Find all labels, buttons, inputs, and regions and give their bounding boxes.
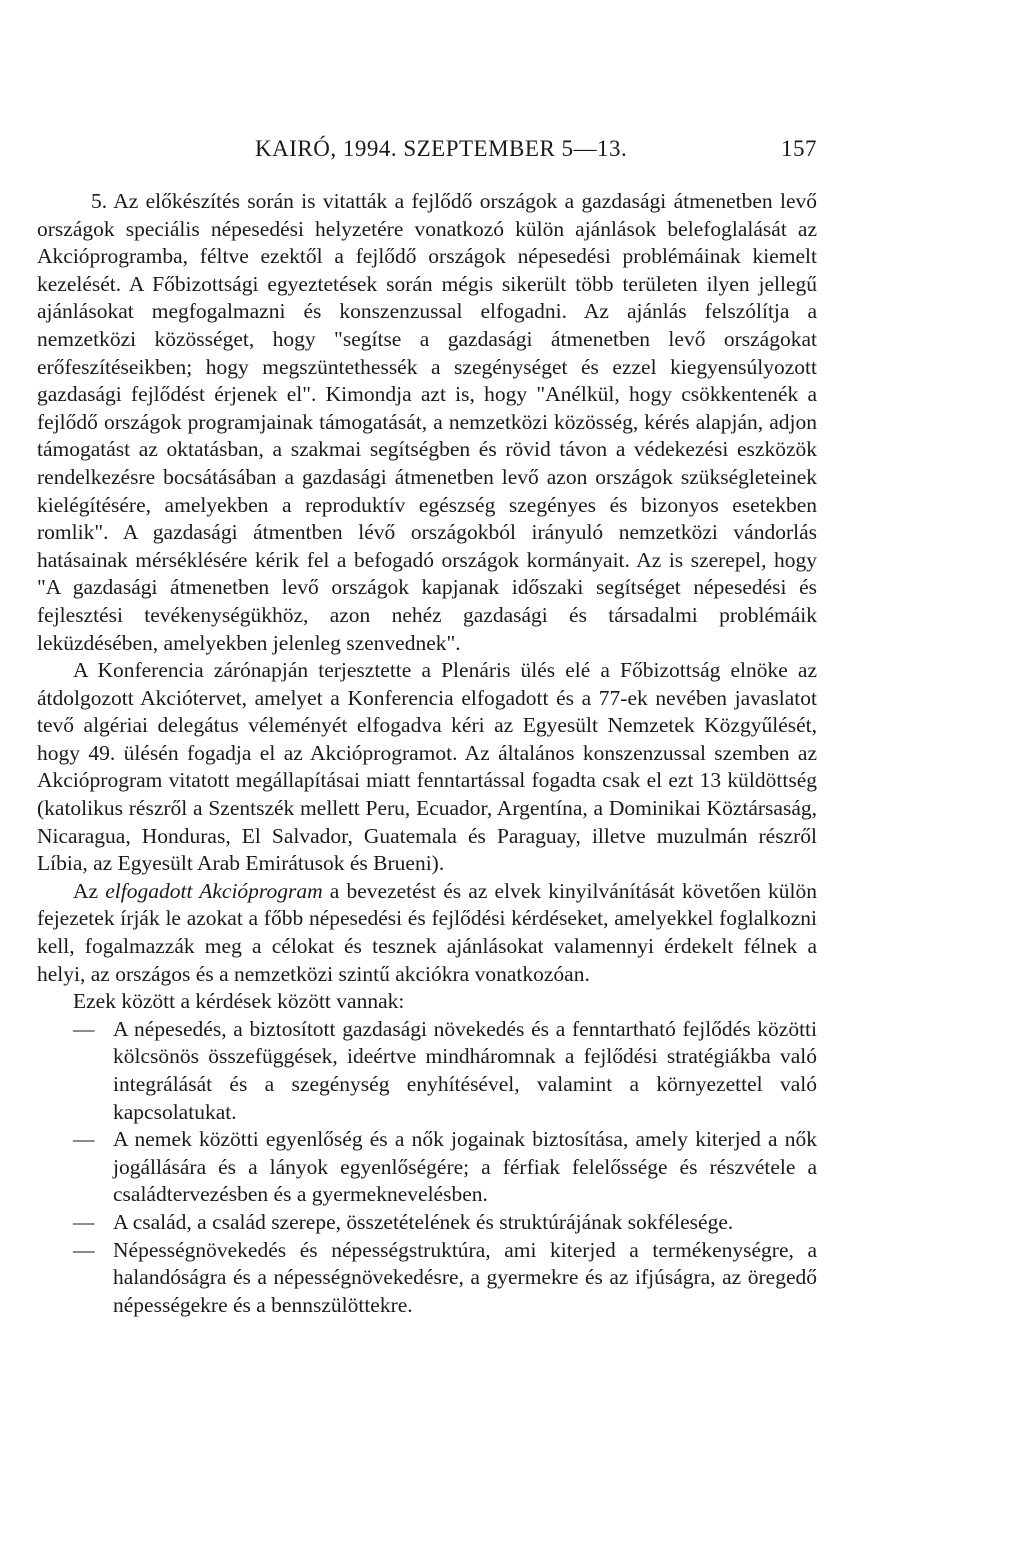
- page-number: 157: [781, 136, 817, 161]
- issue-list: [37, 1016, 817, 1320]
- paragraph: 5. Az előkészítés során is vitatták a fejlődő országok a gazdasági átmenetben levő országok speciális népesedési helyzetére vonatkozó külön ajánlások belefoglalását az Akcióprogramba, féltve ezektől a fejlődő országok népesedési problémáinak kiemelt kezelését. A Főbizottsági egyeztetések során mégis sikerült több területen ilyen jellegű ajánlásokat megfogalmazni és konszenzussal elfogadni. Az ajánlás felszólítja a nemzetközi közösséget, hogy "segítse a gazdasági átmenetben levő országokat erőfeszítéseikben; hogy megszüntethessék a szegénységet és ezzel kiegyensúlyozott gazdasági fejlődést érjenek el". Kimondja azt is, hogy "Anélkül, hogy csökkentenék a fejlődő országok programjainak támogatását, a nemzetközi közösség, kérés alapján, adjon támogatást az oktatásban, a szakmai segítségben és rövid távon a védekezési eszközök rendelkezésre bocsátásában a gazdasági átmenetben levő azon országok szükségleteinek kielégítésére, amelyekben a reproduktív egészség szegényes és bizonyos esetekben romlik". A gazdasági átmentben lévő országokból irányuló nemzetközi vándorlás hatásainak mérséklésére kérik fel a befogadó országok kormányait. Az is szerepel, hogy "A gazdasági átmenetben levő országok kapjanak időszaki segítséget népesedési és fejlesztési tevékenységükhöz, azon nehéz gazdasági és társadalmi problémáik leküzdésében, amelyekben jelenleg szenvednek".: [37, 189, 817, 655]
- list-item: [37, 1016, 817, 1126]
- running-title: KAIRÓ, 1994. SZEPTEMBER 5—13.: [255, 136, 628, 161]
- list-intro: Ezek között a kérdések között vannak:: [73, 989, 405, 1014]
- list-item-text: A nemek közötti egyenlőség és a nők jogainak biztosítása, amely kiterjed a nők jogállására és a lányok egyenlőségére; a férfiak felelőssége és részvétele a családtervezésben és a gyermeknevelésben.: [113, 1127, 817, 1207]
- list-item: [37, 1237, 817, 1320]
- list-item-text: A család, a család szerepe, összetételének és struktúrájának sokfélesége.: [113, 1209, 734, 1234]
- body-text: [37, 188, 817, 1319]
- emphasis-text: elfogadott Akcióprogram: [105, 878, 323, 903]
- paragraph-rest: a bevezetést és az elvek kinyilvánítását követően külön fejezetek írják le azokat a főbb népesedési és fejlődési kérdéseket, amelyekkel foglalkozni kell, fogalmazzák meg a célokat és tesznek ajánlásokat valamennyi érdekelt félnek a helyi, az országos és a nemzetközi szintű akciókra vonatkozóan.: [37, 878, 817, 986]
- list-item-text: Népességnövekedés és népességstruktúra, ami kiterjed a termékenységre, a halandóságra és a népességnövekedésre, a gyermekre és az ifjúságra, az öregedő népességekre és a bennszülöttekre.: [113, 1237, 817, 1317]
- list-dash: —: [73, 1237, 95, 1262]
- list-item-text: A népesedés, a biztosított gazdasági növekedés és a fenntartható fejlődés közötti kölcsönös összefüggések, ideértve mindháromnak a fejlődési stratégiákba való integrálását és a szegénység enyhítésével, valamint a környezettel való kapcsolatukat.: [113, 1016, 817, 1124]
- list-dash: —: [73, 1127, 95, 1152]
- paragraph: A Konferencia zárónapján terjesztette a Plenáris ülés elé a Főbizottság elnöke az átdolgozott Akciótervet, amelyet a Konferencia elfogadott és a 77-ek nevében javaslatot tevő algériai delegátus véleményét elfogadva kéri az Egyesült Nemzetek Közgyűlését, hogy 49. ülésén fogadja el az Akcióprogramot. Az általános konszenzussal szemben az Akcióprogram vitatott megállapításai miatt fenntartással fogadta csak el ezt 13 küldöttség (katolikus részről a Szentszék mellett Peru, Ecuador, Argentína, a Dominikai Köztársaság, Nicaragua, Honduras, El Salvador, Guatemala és Paraguay, illetve muzulmán részről Líbia, az Egyesült Arab Emirátusok és Brueni).: [37, 658, 817, 876]
- list-item: [37, 1126, 817, 1209]
- paragraph: [37, 878, 817, 988]
- list-dash: —: [73, 1016, 95, 1041]
- paragraph-start: Az: [73, 878, 106, 903]
- list-dash: —: [73, 1209, 95, 1234]
- list-item: [37, 1209, 817, 1237]
